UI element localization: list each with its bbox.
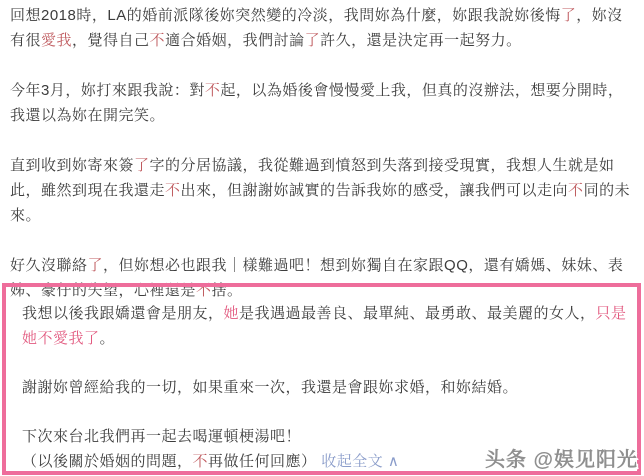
emphasis-segment: 了 bbox=[304, 32, 321, 49]
emphasis-segment: 她 bbox=[223, 305, 240, 322]
collapse-full-text-link[interactable]: 收起全文 ∧ bbox=[316, 453, 400, 470]
text-segment: 好久沒聯絡 bbox=[10, 257, 88, 274]
text-segment: 回想2018時，LA的婚前派隊後妳突然變的冷淡，我問妳為什麼，妳跟我說妳後悔 bbox=[10, 7, 561, 24]
text-segment: 起，以為婚後會慢慢愛上我，但真的沒辦法，想要分開時，我還以為妳在開完笑。 bbox=[10, 82, 624, 124]
watermark: 头条 @娱见阳光 bbox=[484, 449, 638, 471]
paragraph bbox=[22, 375, 629, 400]
text-segment: ，覺得自己 bbox=[72, 32, 150, 49]
paragraph bbox=[10, 78, 636, 128]
emphasis-segment: 了 bbox=[134, 157, 150, 174]
text-segment: 今年3月，妳打來跟我說：對 bbox=[10, 82, 205, 99]
emphasis-segment: 不 bbox=[196, 282, 212, 299]
text-segment: 適合婚姻，我們討論 bbox=[165, 32, 305, 49]
text-segment: 謝謝妳曾經給我的一切，如果重來一次，我還是會跟妳求婚，和妳結婚。 bbox=[22, 379, 519, 396]
emphasis-segment: 不 bbox=[204, 82, 221, 99]
text-segment: 同的未來。 bbox=[10, 182, 631, 224]
text-segment: 出來，但謝謝妳誠實的告訴我妳的感受，讓我們可以走向 bbox=[180, 182, 569, 199]
text-segment: 字的分居協議，我從難過到憤怒到失落到接受現實，我想人生就是如此，雖然到現在我還走 bbox=[10, 157, 615, 199]
paragraph bbox=[10, 153, 636, 228]
paragraph bbox=[22, 301, 629, 351]
text-segment: 直到收到妳寄來簽 bbox=[10, 157, 135, 174]
text-segment: 許久，還是決定再一起努力。 bbox=[320, 32, 522, 49]
post-paragraphs bbox=[10, 3, 636, 303]
text-segment: 再做任何回應） bbox=[208, 453, 317, 470]
text-segment: 下次來台北我們再一起去喝運頓梗湯吧！ bbox=[22, 428, 302, 445]
emphasis-segment: 不 bbox=[192, 453, 209, 470]
emphasis-segment: 了 bbox=[560, 7, 577, 24]
text-segment: ，但妳想必也跟我｜樣難過吧！想到妳獨自在家跟QQ，還有嬌媽、妹妹、表姊、豪仔的失望，心裡還是 bbox=[10, 257, 624, 299]
post-content bbox=[10, 3, 636, 328]
text-segment: （以後關於婚姻的問題， bbox=[22, 453, 193, 470]
text-segment: 是我遇過最善良、最單純、最勇敢、最美麗的女人， bbox=[239, 305, 596, 322]
paragraph bbox=[10, 3, 636, 53]
text-segment: 。 bbox=[99, 330, 116, 347]
text-segment: 我想以後我跟嬌還會是朋友， bbox=[22, 305, 224, 322]
text-segment: 捨。 bbox=[211, 282, 243, 299]
emphasis-segment: 不 bbox=[149, 32, 166, 49]
emphasis-segment: 不 bbox=[568, 182, 584, 199]
emphasis-segment: 愛我 bbox=[41, 32, 73, 49]
emphasis-segment: 不 bbox=[165, 182, 181, 199]
text-segment: ，妳沒有很 bbox=[10, 7, 623, 49]
emphasis-segment: 了 bbox=[87, 257, 104, 274]
emphasis-segment: 只是她不愛我了 bbox=[22, 305, 627, 347]
